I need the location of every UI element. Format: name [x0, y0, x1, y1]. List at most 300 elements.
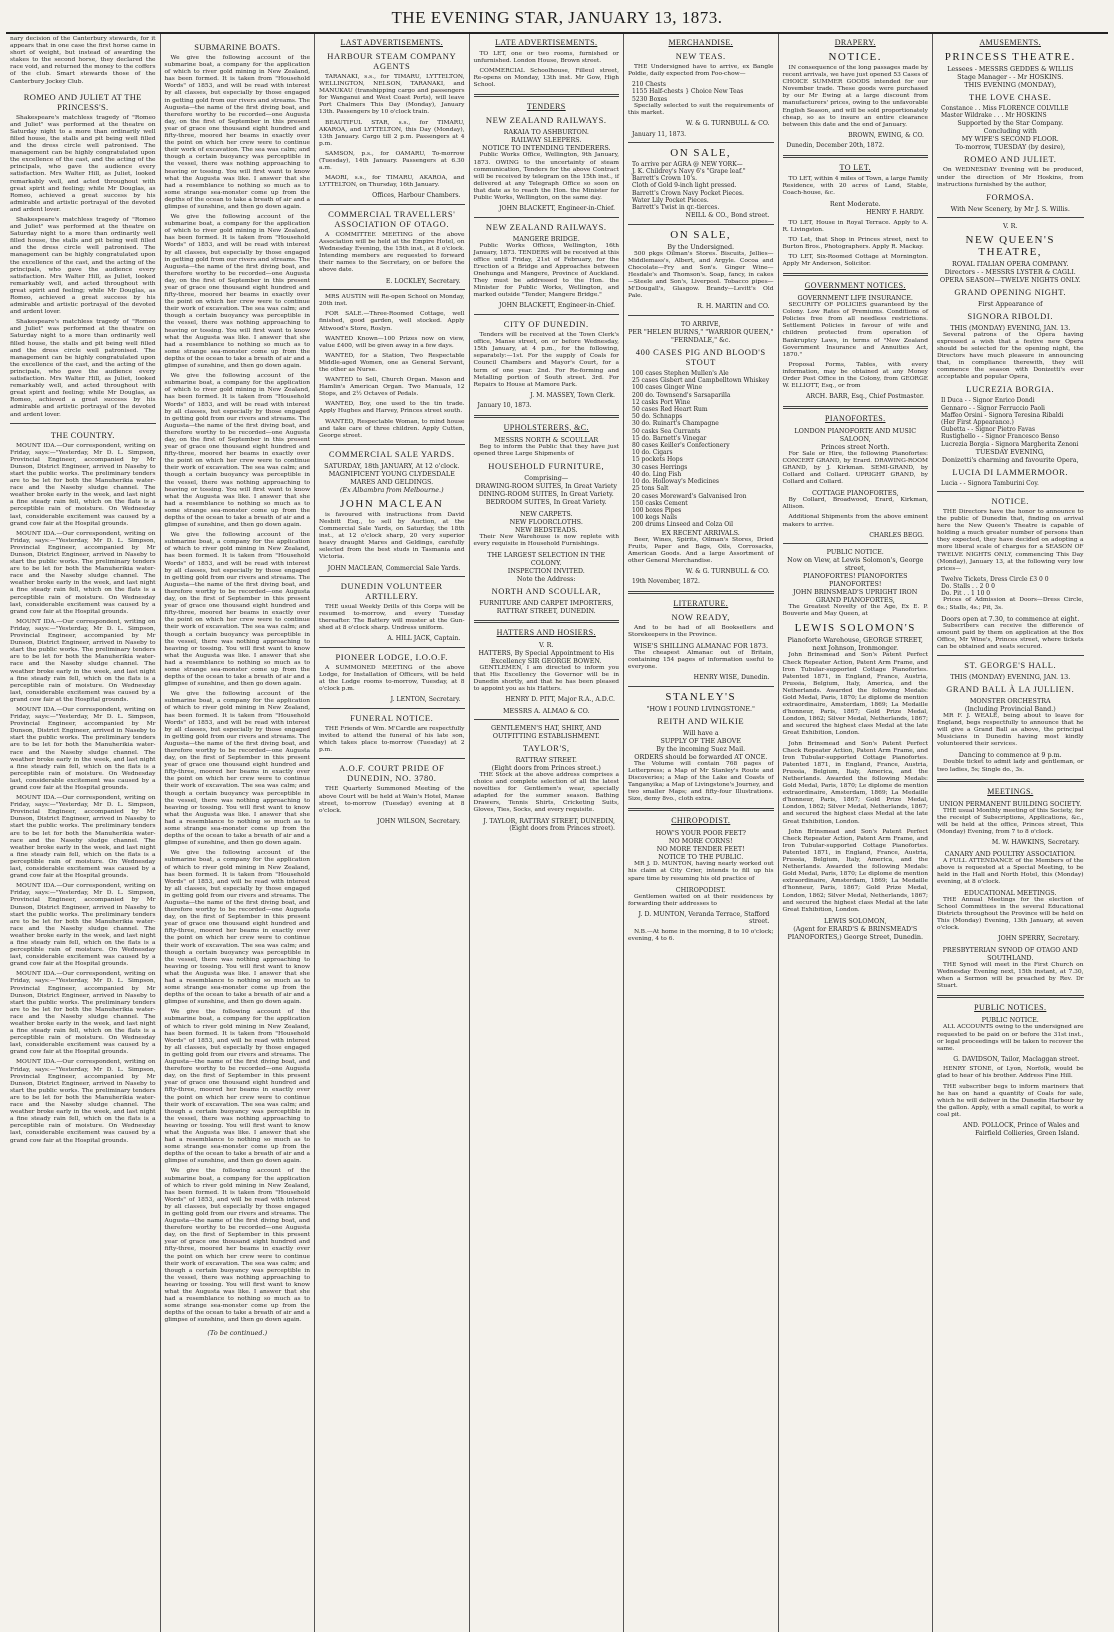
arrive-item: 100 kegs Nails	[632, 514, 678, 522]
monster-orchestra: MONSTER ORCHESTRA	[969, 696, 1051, 705]
on-sale-item: Barrett's Crown Navy Pocket Pieces.	[632, 189, 744, 197]
column-3	[315, 34, 470, 1632]
masthead-title: THE EVENING STAR, JANUARY 13, 1873.	[6, 6, 1108, 34]
opera-text: Several patrons of the Opera having expressed a wish that a festive new Opera should be selected for the opening night, the Directors have much pleasure in announcing that, in compliance therewith, they will commence the season with Donizetti's ever acceptable and popular Opera,	[937, 331, 1084, 381]
divider	[474, 217, 620, 218]
city-date: January 10, 1873.	[477, 402, 532, 410]
reith-text: SUPPLY OF THE ABOVE	[660, 736, 742, 745]
romeo-review-text: Shakespeare's matchless tragedy of "Romeo and Juliet" was performed at the theatre on Saturday night to a more than ordinarily well filled house, the stalls and pit being well filled and the dress circle well patronised. The management can be highly congratulated upon the excellence of the cast, and the acting of the principals, who gave the audience every satisfaction. Mrs Walter Hill, as Juliet, looked remarkably well, and acted throughout with great spirit and feeling; while Mr Douglas, as Romeo, achieved a great success by his admirable and artistic portrayal of the devoted and ardent lover.	[10, 114, 156, 213]
shipping-ad-beautiful-star: BEAUTIFUL STAR, s.s., for TIMARU, AKAROA, and LYTTELTON, this Day (Monday), 13th January. Cargo till 2 p.m. Passengers at 4 p.m.	[319, 119, 465, 147]
gov-title: GOVERNMENT LIFE INSURANCE.	[797, 294, 913, 303]
scenery: With New Scenery, by Mr J. S. Willis.	[950, 204, 1070, 213]
submarine-heading: SUBMARINE BOATS.	[194, 42, 281, 52]
stage-manager: Stage Manager - - Mr HOSKINS.	[957, 73, 1064, 81]
arrive-item: 10 do. Cigars	[632, 449, 673, 457]
ad-schoolhouse: COMMERCIAL Schoolhouse, Filleul street, Re-opens on Monday, 13th inst. Mr Gow, High School.	[473, 68, 619, 89]
column-4	[470, 34, 625, 1632]
court-text: THE Quarterly Summoned Meeting of the above Court will be held at Wain's Hotel, Manse street, to-morrow (Tuesday) evening at 8 o'clock.	[319, 786, 465, 814]
on-sale-2-text: 500 pkgs Oilman's Stores. Biscuits, Jellies—Middlemass's, Albert, and Argyle. Cocoa and Chocolate—Fry and Son's. Ginger Wine—Hesdale's and Thomson's. Soap, fancy, in cakes—Steele and Son's, Liverpool. Tobacco pipes—M'Dougall's, Glasgow. Brandy—Levitt's Old Pale.	[628, 250, 774, 300]
almanac-title: WISE'S SHILLING ALMANAC FOR 1873.	[633, 641, 768, 650]
romeo-juliet: ROMEO AND JULIET.	[964, 154, 1057, 165]
harbour-offices: Offices, Harbour Chambers.	[372, 192, 461, 200]
divider	[474, 94, 620, 97]
piano-signature: CHARLES BEGG.	[869, 531, 924, 539]
lucrezia-borgia: LUCREZIA BORGIA.	[966, 384, 1055, 395]
pianofortes-heading: PIANOFORTES.	[824, 413, 886, 423]
column-5	[624, 34, 779, 1632]
educational-signature: JOHN SPERRY, Secretary.	[998, 935, 1080, 943]
column-6	[779, 34, 934, 1632]
harbour-steam-heading: HARBOUR STEAM COMPANY AGENTS	[327, 51, 457, 71]
new-teas-heading: NEW TEAS.	[675, 51, 726, 61]
arrive-item: 25 cases Gisbert and Campbelltown Whiskey	[632, 377, 770, 385]
small-ad-station: WANTED, for a Station, Two Respectable Middle-aged Women, one as General Servant, the other as Nurse.	[319, 352, 465, 373]
stone-notice: HENRY STONE, of Lyon, Norfolk, would be glad to hear of his brother. Address Fine Hill.	[937, 1066, 1084, 1080]
borgia-cast: Rustighello - - Signor Francesco Benso	[941, 433, 1060, 441]
railways-sub-1: RAKAIA TO ASHBURTON.	[503, 128, 589, 137]
funeral-text: THE Friends of Wm. M'Cardle are respectfully invited to attend the funeral of his late son, which takes place to-morrow (Tuesday) at 2 p.m.	[319, 726, 465, 754]
romeo-review-text-cont2: Shakespeare's matchless tragedy of "Romeo and Juliet" was performed at the theatre on Saturday night to a more than ordinarily well filled house, the stalls and pit being well filled and the dress circle well patronised. The management can be highly congratulated upon the excellence of the cast, and the acting of the principals, who gave the audience every satisfaction. Mrs Walter Hill, as Juliet, looked remarkably well, and acted throughout with great spirit and feeling; while Mr Douglas, as Romeo, achieved a great success by his admirable and artistic portrayal of the devoted and ardent lover.	[10, 319, 156, 418]
maclean-text: is favoured with instructions from David Nesbitt Esq., to sell by Auction, at the Commercial Sale Yards, on Saturday, the 18th inst., at 12 o'clock sharp, 20 very superior heavy draught Mares and Geldings, carefully selected from the best studs in Tasmania and Victoria.	[319, 511, 465, 561]
household-furniture: HOUSEHOLD FURNITURE,	[488, 460, 605, 471]
court-heading: A.O.F. COURT PRIDE OF DUNEDIN, NO. 3780.	[339, 763, 445, 784]
notice-heading: NOTICE.	[991, 495, 1029, 506]
col3-heading: LAST ADVERTISEMENTS.	[340, 38, 443, 47]
shipping-ad-taranaki: TARANAKI, s.s., for TIMARU, LYTTELTON, WELLINGTON, NELSON, TARANAKI, and MANUKAU (transhipping cargo and passengers for Wanganui and West Coast Ports), will leave Port Chalmers This Day (Monday), January 13th. Passengers by 10 o'clock train.	[319, 74, 465, 116]
teas-item: 210 Chests	[632, 81, 666, 89]
farce: MY WIFE'S SECOND FLOOR.	[961, 135, 1059, 144]
address-line-3: RATTRAY STREET, DUNEDIN.	[496, 606, 596, 615]
union-building: UNION PERMANENT BUILDING SOCIETY.	[939, 799, 1082, 808]
railways-sig-1: JOHN BLACKETT, Engineer-in-Chief.	[499, 205, 615, 213]
borgia-cast: Maffeo Orsini - Signora Teresina Ribaldi	[941, 411, 1064, 419]
arrive-item: 30 cases Herrings	[632, 463, 688, 471]
country-text-cont3: MOUNT IDA.—Our correspondent, writing on Friday, says:—"Yesterday, Mr D. L. Simpson, Provincial Engineer, accompanied by Mr Dunson, District Engineer, arrived in Naseby to start the public works. The preliminary tenders are to be let for both the Manuherikia water-race and the Naseby sludge channel. The weather broke early in the week, and last night a fine steady rain fell, which on the flats is a perceptible rain of moisture. On Wednesday last, considerable excitement was caused by a grand cow fair at the Hospital grounds.	[10, 706, 156, 791]
piano-cottage-text: By Collard, Broadwood, Erard, Kirkman, Allison.	[782, 497, 928, 511]
intro-paragraph: nary decision of the Canterbury stewards, for it appears that in one case the first horse came in short of weight, but instead of awarding the stakes to the second horse, they declared the race void, and returned the money to the coffers of the club. Smart stewards those of the Canterbury Jockey Club.	[10, 36, 156, 85]
chiro-big: CHIROPODIST.	[675, 885, 726, 894]
drapery-notice-heading: NOTICE.	[828, 51, 883, 63]
divider	[937, 655, 1084, 656]
on-sale-2-heading: ON SALE,	[670, 228, 732, 241]
canary-heading: CANARY AND POULTRY ASSOCIATION.	[944, 849, 1076, 858]
new-item: NEW BEDSTEADS.	[514, 525, 578, 534]
railways-sub-2: MANGERE BRIDGE.	[512, 234, 580, 243]
arrive-item: 15 pockets Hops	[632, 456, 683, 464]
cast-line: Master Wildrake . . . Mr HOSKINS	[941, 112, 1047, 120]
brinsmead-long-text-cont: John Brinsmead and Son's Patent Perfect Check Repeater Action, Patent Arm Frame, and Iron Tubular-supported Cottage Pianofortes. Patented 1871, in England, France, Austria, Prussia, Belgium, Italy, America, and the Netherlands. Awarded the following Medals: Gold Medal, Paris, 1870; Le diplome de mention extraordinaire, Amsterdam, 1869; La Medaille d'honneur, Paris, 1867; Gold Prize Medal, London, 1862; Silver Medal, Netherlands, 1867; and secured the highest class Medal at the late Great Exhibition, London.	[782, 740, 928, 825]
brinsmead-text: The Greatest Novelty of the Age, Ex E. P. Bouverie and May Queen, at	[782, 604, 928, 618]
arrive-item: 50 do. Schnapps	[632, 413, 683, 421]
railways-title-1: NEW ZEALAND RAILWAYS.	[485, 115, 607, 126]
romeo-review-text-cont: Shakespeare's matchless tragedy of "Romeo and Juliet" was performed at the theatre on Saturday night to a more than ordinarily well filled house, the stalls and pit being well filled and the dress circle well patronised. The management can be highly congratulated upon the excellence of the cast, and the acting of the principals, who gave the audience every satisfaction. Mrs Walter Hill, as Juliet, looked remarkably well, and acted throughout with great spirit and feeling; while Mr Douglas, as Romeo, achieved a great success by his admirable and artistic portrayal of the devoted and ardent lover.	[10, 216, 156, 316]
teas-note: Specially selected to suit the requirements of this market.	[628, 102, 774, 116]
almanac-text: The cheapest Almanac out of Britain, containing 154 pages of information useful to everyone.	[628, 649, 774, 671]
arrive-item: 50 casks Sea Currants	[632, 427, 701, 435]
grand-opening: GRAND OPENING NIGHT.	[954, 286, 1067, 297]
taylor-name: TAYLOR'S,	[522, 742, 570, 753]
taylor-text: THE Stock at the above address comprises a choice and complete selection of all the latest novelties for Gentlemen's wear, specially adapted for the summer season. Bathing Drawers, Tennis Shirts, Cricketing Suits, Gloves, Ties, Socks, and every requisite.	[473, 771, 619, 814]
drapery-date: Dunedin, December 20th, 1872.	[786, 142, 885, 150]
monster-sub: (Including Provincial Band.)	[964, 704, 1056, 713]
to-let-signature: HENRY F. HARDY.	[866, 208, 924, 216]
tickets-text: Double ticket to admit lady and gentleman, or two ladies, 5s; Single do., 3s.	[937, 759, 1084, 773]
lodge-heading: PIONEER LODGE, I.O.O.F.	[335, 652, 449, 663]
court-signature: JOHN WILSON, Secretary.	[377, 817, 461, 825]
railways-sig-2: JOHN BLACKETT, Engineer-in-Chief.	[499, 302, 615, 310]
maclean-name: JOHN MACLEAN	[340, 497, 444, 510]
country-text-cont4: MOUNT IDA.—Our correspondent, writing on Friday, says:—"Yesterday, Mr D. L. Simpson, Provincial Engineer, accompanied by Mr Dunson, District Engineer, arrived in Naseby to start the public works. The preliminary tenders are to be let for both the Manuherikia water-race and the Naseby sludge channel. The weather broke early in the week, and last night a fine steady rain fell, which on the flats is a perceptible rain of moisture. On Wednesday last, considerable excitement was caused by a grand cow fair at the Hospital grounds.	[10, 795, 156, 880]
small-ad-boy: WANTED, Boy, one used to the tin trade. Apply Hughes and Harvey, Princes street south.	[319, 401, 465, 415]
first-appearance: First Appearance of	[978, 299, 1043, 308]
submarine-text-cont2: We give the following account of the submarine boat, a company for the application of which to river gold mining in New Zealand, has been formed. It is taken from "Household Words" of 1853, and will be read with interest by all classes, but especially by those engaged in getting gold from our rivers and streams. The Augusta—the name of the first diving boat, and therefore worthy to be recorded—one Augusta day, on the first of September in this present year of grace one thousand eight hundred and fifty-three, moored her beams in exactly over the point on which her crew were to continue their work of excavation. The sea was calm; and though a certain buoyancy was perceptible in the vessel, there was nothing approaching to heaving or tossing. You will first want to know what the Augusta was like. I answer that she had a resemblance to nothing so much as to some strange sea-monster come up from the depths of the ocean to take a breath of air and a glimpse of sunshine, and then go down again.	[164, 373, 310, 529]
artillery-text: THE usual Weekly Drills of this Corps will be resumed to-morrow, and every Tuesday thereafter. The Battery will muster at the Gun-shed at 8 o'clock sharp. Undress uniform.	[319, 604, 465, 632]
divider	[319, 289, 465, 290]
divider	[10, 423, 156, 424]
largest-selection: THE LARGEST SELECTION IN THE COLONY.	[487, 550, 606, 567]
piano-text: For Sale or Hire, the following Pianofortes: CONCERT GRAND, by Erard. DRAWING-ROOM GRAND, by J. Kirkman. SEMI-GRAND, by Collard and Collard. UPRIGHT GRAND, by Collard and Collard.	[782, 450, 928, 486]
borgia-cast: Il Duca - - Signor Enrico Dondi	[941, 397, 1035, 405]
gov-text-2: Proposal Forms, Tables, with every information, may be obtained at any Money Order Post Office in the Colony, from GEORGE W. ELLIOTT, Esq., or from	[782, 361, 928, 390]
chiro-corns: NO MORE CORNS!	[668, 837, 733, 846]
divider	[319, 576, 465, 577]
amusements-heading: AMUSEMENTS.	[979, 38, 1042, 47]
arrive-item: 10 do. Holloway's Medicines	[632, 478, 719, 486]
arrive-item: 40 do. Ling Fish	[632, 470, 682, 478]
divider	[783, 273, 929, 276]
country-text-cont5: MOUNT IDA.—Our correspondent, writing on Friday, says:—"Yesterday, Mr D. L. Simpson, Provincial Engineer, accompanied by Mr Dunson, District Engineer, arrived in Naseby to start the public works. The preliminary tenders are to be let for both the Manuherikia water-race and the Naseby sludge channel. The weather broke early in the week, and last night a fine steady rain fell, which on the flats is a perceptible rain of moisture. On Wednesday last, considerable excitement was caused by a grand cow fair at the Hospital grounds.	[10, 883, 156, 968]
railways-text-2: Public Works Offices, Wellington, 16th January, 1873. TENDERS will be received at this office until Friday, 21st of February, for the Erection of a Bridge and Approaches between Onehunga and Mangere, Province of Auckland. They must be addressed to the Hon. the Minister for Public Works, Wellington, and marked outside "Tender, Mangere Bridge."	[473, 242, 620, 299]
small-ad-sale: FOR SALE.—Three-Roomed Cottage, well finished, good garden, well stocked. Apply Attwood's Store, Roslyn.	[319, 311, 465, 332]
to-arrive-big: 400 CASES PIG AND BLOOD'S STOUT	[635, 347, 766, 368]
arrive-item: 100 boxes Pipes	[632, 506, 682, 514]
meetings-heading: MEETINGS.	[987, 786, 1034, 796]
country-heading: THE COUNTRY.	[50, 429, 115, 440]
royal-cypher: V. R.	[1003, 221, 1018, 230]
travellers-heading: COMMERCIAL TRAVELLERS' ASSOCIATION OF OTAGO.	[328, 209, 456, 229]
north-scoullar-text: Beg to inform the Public that they have just opened three Large Shipments of	[473, 443, 619, 457]
recent-arrivals: EX RECENT ARRIVALS.	[661, 528, 740, 537]
almanac-signature: HENRY WISE, Dunedin.	[693, 674, 770, 682]
divider	[937, 779, 1084, 782]
cast-line: Constance . . Miss FLORENCE COLVILLE	[941, 105, 1069, 112]
railways-title-2: NEW ZEALAND RAILWAYS.	[485, 221, 607, 232]
submarine-text-cont4: We give the following account of the submarine boat, a company for the application of which to river gold mining in New Zealand, has been formed. It is taken from "Household Words" of 1853, and will be read with interest by all classes, but especially by those engaged in getting gold from our rivers and streams. The Augusta—the name of the first diving boat, and therefore worthy to be recorded—one Augusta day, on the first of September in this present year of grace one thousand eight hundred and fifty-three, moored her beams in exactly over the point on which her crew were to continue their work of excavation. The sea was calm; and though a certain buoyancy was perceptible in the vessel, there was nothing approaching to heaving or tossing. You will first want to know what the Augusta was like. I answer that she had a resemblance to nothing so much as to some strange sea-monster come up from the depths of the ocean to take a breath of air and a glimpse of sunshine, and then go down again.	[164, 691, 310, 847]
piano-cottage: COTTAGE PIANOFORTES,	[811, 489, 899, 498]
this-evening: THIS EVENING (MONDAY),	[964, 81, 1057, 89]
on-sale-heading: ON SALE,	[670, 146, 732, 159]
artillery-heading: DUNEDIN VOLUNTEER ARTILLERY.	[340, 581, 443, 602]
arrive-item: 150 casks Cement	[632, 499, 688, 507]
to-let-text: TO LET, within 4 miles of Town, a large Family Residence, with 20 acres of Land, Stable, Coach-house, &c.	[782, 175, 928, 196]
arrive-item: 20 cases Moreward's Galvanised Iron	[632, 492, 747, 500]
solomon-address: Pianoforte Warehouse, GEORGE STREET, next Johnson, Ironmonger.	[787, 636, 923, 653]
country-text-cont6: MOUNT IDA.—Our correspondent, writing on Friday, says:—"Yesterday, Mr D. L. Simpson, Provincial Engineer, accompanied by Mr Dunson, District Engineer, arrived in Naseby to start the public works. The preliminary tenders are to be let for both the Manuherikia water-race and the Naseby sludge channel. The weather broke early in the week, and last night a fine steady rain fell, which on the flats is a perceptible rain of moisture. On Wednesday last, considerable excitement was caused by a grand cow fair at the Hospital grounds.	[10, 971, 156, 1056]
divider	[628, 224, 774, 225]
sale-yards-title: MAGNIFICENT YOUNG CLYDESDALE MARES AND GELDINGS.	[328, 469, 455, 486]
princess-theatre: PRINCESS THEATRE.	[944, 51, 1076, 63]
submarine-text-cont7: We give the following account of the submarine boat, a company for the application of which to river gold mining in New Zealand, has been formed. It is taken from "Household Words" of 1853, and will be read with interest by all classes, but especially by those engaged in getting gold from our rivers and streams. The Augusta—the name of the first diving boat, and therefore worthy to be recorded—one Augusta day, on the first of September in this present year of grace one thousand eight hundred and fifty-three, moored her beams in exactly over the point on which her crew were to continue their work of excavation. The sea was calm; and though a certain buoyancy was perceptible in the vessel, there was nothing approaching to heaving or tossing. You will first want to know what the Augusta was like. I answer that she had a resemblance to nothing so much as to some strange sea-monster come up from the depths of the ocean to take a breath of air and a glimpse of sunshine, and then go down again.	[164, 1168, 310, 1324]
city-heading: CITY OF DUNEDIN.	[503, 319, 589, 330]
artillery-signature: A. HILL JACK, Captain.	[387, 635, 461, 643]
on-sale-item: Barrett's Twist in qr.-tierces.	[632, 204, 720, 211]
columns-container	[6, 34, 1108, 1632]
country-text-cont7: MOUNT IDA.—Our correspondent, writing on Friday, says:—"Yesterday, Mr D. L. Simpson, Provincial Engineer, accompanied by Mr Dunson, District Engineer, arrived in Naseby to start the public works. The preliminary tenders are to be let for both the Manuherikia water-race and the Naseby sludge channel. The weather broke early in the week, and last night a fine steady rain fell, which on the flats is a perceptible rain of moisture. On Wednesday last, considerable excitement was caused by a grand cow fair at the Hospital grounds.	[10, 1059, 156, 1144]
arrive-date: 19th November, 1872.	[632, 578, 700, 586]
taylor-heading: GENTLEMEN'S HAT, SHIRT, AND OUTFITTING ESTABLISHMENT.	[490, 723, 602, 740]
chiro-notice: NOTICE TO THE PUBLIC.	[658, 853, 744, 862]
on-sale-arrive: To arrive per AGRA @ NEW YORK—	[632, 160, 743, 168]
new-item: NEW CARPETS.	[519, 509, 573, 518]
government-heading: GOVERNMENT NOTICES.	[804, 281, 906, 291]
public-notices-heading: PUBLIC NOTICES.	[974, 1003, 1047, 1013]
drapery-signature: BROWN, EWING, & CO.	[848, 131, 924, 139]
lessees: Lessees - MESSRS GEDDES & WILLIS	[947, 65, 1074, 73]
hatters-title: HATTERS, By Special Appointment to His Excellency SIR GEORGE BOWEN.	[478, 648, 615, 665]
canary-text: A FULL ATTENDANCE of the Members of the above is requested at a Special Meeting, to be held in the Hall and North Hotel, this (Monday) evening, at 8 o'clock.	[937, 857, 1084, 885]
dancing: Dancing to commence at 9 p.m.	[958, 751, 1062, 760]
public-notice: PUBLIC NOTICE.	[981, 1016, 1039, 1025]
lewis-solomon: LEWIS SOLOMON'S	[794, 622, 916, 635]
divider	[319, 647, 465, 648]
stanley-heading: STANLEY'S	[665, 690, 737, 703]
subscribers-text: Subscribers can receive the difference of amount paid by them on application at the Box Office, Mr Wine's, Princes street, where tickets can be obtained and seats secured.	[937, 622, 1084, 650]
new-teas-text: THE Undersigned have to arrive, ex Bangle Poldie, daily expected from Foo-chow—	[628, 64, 774, 78]
lucia-cast: Lucia - - Signora Tamburini Coy.	[941, 479, 1039, 487]
divider	[937, 995, 1084, 998]
furniture-item: DRAWING-ROOM SUITES, In Great Variety	[475, 481, 618, 490]
subscriber-notice: THE subscriber begs to inform mariners that he has on hand a quantity of Coals for sale, which he will deliver in the Dunedin Harbour by the gallon. Apply, with a small capital, to work a coal pit.	[937, 1083, 1084, 1118]
on-sale-item: J. K. Childrey's Navy 6's "Grape leaf."	[632, 167, 746, 175]
taylor-signature: J. TAYLOR, RATTRAY STREET, DUNEDIN, (Eight doors from Princes street).	[483, 817, 615, 833]
union-signature: M. W. HAWKINS, Secretary.	[991, 839, 1080, 847]
address-note: Note the Address:	[516, 574, 576, 583]
reith-wilkie: REITH AND WILKIE	[657, 715, 745, 726]
to-arrive-ships: PER "HELEN BURNS," "WARRIOR QUEEN," "FERNDALE," &c.	[628, 328, 774, 345]
price-line: Do. Pit . . 1 10 0	[941, 590, 991, 598]
brinsmead-long-text: John Brinsmead and Son's Patent Perfect Check Repeater Action, Patent Arm Frame, and Iron Tubular-supported Cottage Pianofortes. Patented 1871, in England, France, Austria, Prussia, Belgium, Italy, America, and the Netherlands. Awarded the following Medals: Gold Medal, Paris, 1870; Le diplome de mention extraordinaire, Amsterdam, 1869; La Medaille d'honneur, Paris, 1867; Gold Prize Medal, London, 1862; Silver Medal, Netherlands, 1867; and secured the highest class Medal at the late Great Exhibition, London.	[782, 652, 928, 737]
union-text: THE usual Monthly meeting of this Society, for the receipt of Subscriptions, Applications, &c., will be held at the office, Princes street, This (Monday) Evening, from 7 to 8 o'clock.	[937, 807, 1084, 835]
teas-signature: W. & G. TURNBULL & CO.	[685, 119, 770, 127]
public-notice-big: PIANOFORTES! PIANOFORTES PIANOFORTES!	[803, 572, 908, 589]
merchandise-heading: MERCHANDISE.	[668, 38, 734, 47]
railways-text-1: Public Works Office, Wellington, 9th January, 1873. OWING to the uncertainty of steam communication, Tenders for the above Contract will be received by telegram on the 15th inst., if delivered at any Telegraph Office so soon on that date as to reach the Hon. the Minister for Public Works, Wellington, on the same day.	[473, 152, 619, 202]
price-line: Do. Stalls . . 2 0 0	[941, 583, 995, 591]
recent-arrivals-text: Beer, Wines, Spirits, Oilman's Stores, Dried Fruits, Paper and Bags, Oils, Corrosacks, American Goods. And a large Assortment of other General Merchandise.	[628, 536, 774, 564]
divider	[783, 155, 929, 158]
borgia-cast: Gubetta - - Signor Pietro Favas	[941, 426, 1036, 434]
piano-more: Additional Shipments from the above eminent makers to arrive.	[782, 514, 928, 528]
tenders-heading: TENDERS	[526, 102, 566, 112]
chiro-question: HOW'S YOUR POOR FEET?	[655, 829, 746, 838]
taylor-address: RATTRAY STREET.	[515, 755, 577, 764]
divider	[474, 620, 620, 623]
teas-date: January 11, 1873.	[632, 130, 687, 138]
hatters-royal-cypher: V. R.	[539, 640, 554, 649]
supported: Supported by the Star Company.	[957, 119, 1064, 128]
opera-season: OPERA SEASON—TWELVE NIGHTS ONLY.	[939, 275, 1081, 284]
warehouse-text: Their New Warehouse is now replete with every requisite in Household Furnishings.	[473, 533, 619, 547]
country-text-cont2: MOUNT IDA.—Our correspondent, writing on Friday, says:—"Yesterday, Mr D. L. Simpson, Provincial Engineer, accompanied by Mr Dunson, District Engineer, arrived in Naseby to start the public works. The preliminary tenders are to be let for both the Manuherikia water-race and the Naseby sludge channel. The weather broke early in the week, and last night a fine steady rain fell, which on the flats is a perceptible rain of moisture. On Wednesday last, considerable excitement was caused by a grand cow fair at the Hospital grounds.	[10, 618, 156, 703]
address-line-1: NORTH AND SCOULLAR,	[491, 585, 601, 596]
divider	[628, 315, 774, 316]
teas-item: 5230 Boxes	[632, 95, 668, 103]
presbyterian-heading: PRESBYTERIAN SYNOD OF OTAGO AND SOUTHLAND.	[942, 946, 1078, 963]
royal-italian-opera: ROYAL ITALIAN OPERA COMPANY.	[952, 259, 1069, 268]
city-signature: J. M. MASSEY, Town Clerk.	[530, 391, 615, 399]
to-let-rent: Rent Moderate.	[829, 199, 881, 208]
furniture-item: DINING-ROOM SUITES, In Great Variety.	[478, 489, 614, 498]
romeo-review-heading: ROMEO AND JULIET AT THE PRINCESS'S.	[23, 91, 142, 112]
divider	[937, 491, 1084, 492]
directors: Directors - - MESSRS LYSTER & CAGLI.	[944, 267, 1076, 276]
now-ready: NOW READY,	[671, 611, 731, 622]
submarine-text-cont5: We give the following account of the submarine boat, a company for the application of which to river gold mining in New Zealand, has been formed. It is taken from "Household Words" of 1853, and will be read with interest by all classes, but especially by those engaged in getting gold from our rivers and streams. The Augusta—the name of the first diving boat, and therefore worthy to be recorded—one Augusta day, on the first of September in this present year of grace one thousand eight hundred and fifty-three, moored her beams in exactly over the point on which her crew were to continue their work of excavation. The sea was calm; and though a certain buoyancy was perceptible in the vessel, there was nothing approaching to heaving or tossing. You will first want to know what the Augusta was like. I answer that she had a resemblance to nothing so much as to some strange sea-monster come up from the depths of the ocean to take a breath of air and a glimpse of sunshine, and then go down again.	[164, 850, 310, 1006]
divider	[319, 708, 465, 709]
to-let-item: TO LET, Six-Roomed Cottage at Mornington. Apply Mr Anderson, Solicitor.	[782, 253, 928, 267]
this-monday: THIS (MONDAY) EVENING, JAN. 13.	[950, 323, 1071, 332]
upholsterers-heading: UPHOLSTERERS, &C.	[503, 422, 589, 432]
hatters-signature-2: MESSRS A. ALMAO & CO.	[502, 706, 590, 715]
divider	[783, 543, 929, 544]
weale-text: MR F. J. WEALE, being about to leave for England, begs respectfully to announce that he will give a Grand Ball as above, the principal Musicians in Dunedin having most kindly volunteered their services.	[937, 712, 1084, 748]
taylor-address-2: (Eight doors from Princes street.)	[491, 763, 601, 772]
gov-signature: ARCH. BARR, Esq., Chief Postmaster.	[805, 393, 924, 401]
literature-heading: LITERATURE.	[673, 598, 729, 608]
piano-address: Princes street North.	[821, 442, 890, 451]
public-notice-heading: PUBLIC NOTICE.	[826, 548, 884, 557]
column-7	[933, 34, 1088, 1632]
ad-to-let: TO LET, one or two rooms, furnished or unfurnished. London House, Brown street.	[473, 51, 619, 65]
arrive-item: 80 cases Keiller's Confectionery	[632, 442, 730, 450]
divider	[319, 758, 465, 759]
sale-yards-sub: (Ex Albambra from Melbourne.)	[339, 485, 444, 494]
arrive-item: 12 casks Port Wine	[632, 398, 691, 406]
chiro-text: MR J. D. MUNTON, having nearly worked out his claim at City Crier, intends to fill up his spare time by resuming his old practice of	[628, 861, 774, 882]
divider	[783, 406, 929, 409]
public-notice-signature: G. DAVIDSON, Tailor, Maclaggan street.	[953, 1055, 1080, 1063]
divider	[474, 314, 620, 315]
arrive-item: 100 cases Stephen Mullen's Ale	[632, 370, 729, 378]
pollock-signature: AND. POLLOCK, Prince of Wales and Fairfield Collieries, Green Island.	[963, 1122, 1080, 1137]
chiro-signature: J. D. MUNTON, Veranda Terrace, Stafford street.	[638, 910, 770, 926]
reith-text: By the incoming Suez Mail.	[656, 744, 746, 753]
divider	[937, 217, 1084, 218]
arrive-item: 100 cases Ginger Wine	[632, 384, 703, 392]
hatters-text: GENTLEMEN, I am directed to inform you that His Excellency the Governor will be in Dunedin shortly, and that he has been pleased to appoint you as his Hatters.	[473, 664, 619, 693]
arrive-item: 30 do. Ruinart's Champagne	[632, 420, 719, 428]
grand-ball: GRAND BALL À LA JULLIEN.	[946, 683, 1075, 694]
city-text: Tenders will be received at the Town Clerk's office, Manse street, on or before Wednesday, 15th January, at 4 p.m., for the following, separately:—1st. For the supply of Coals for Council Chambers and Mayor's Court, for a term of one year. 2nd. For Re-forming and Metalling portion of South street. 3rd. For Repairs to House at Mamore Park.	[473, 332, 619, 388]
arrive-signature: W. & G. TURNBULL & CO.	[685, 567, 770, 575]
borgia-cast: (Her First Appearance.)	[941, 418, 1014, 426]
country-text: MOUNT IDA.—Our correspondent, writing on Friday, says:—"Yesterday, Mr D. L. Simpson, Provincial Engineer, accompanied by Mr Dunson, District Engineer, arrived in Naseby to start the public works. The preliminary tenders are to be let for both the Manuherikia water-race and the Naseby sludge channel. The weather broke early in the week, and last night a fine steady rain fell, which on the flats is a perceptible rain of moisture. On Wednesday last, considerable excitement was caused by a grand cow fair at the Hospital grounds.	[10, 442, 156, 527]
submarine-text-cont3: We give the following account of the submarine boat, a company for the application of which to river gold mining in New Zealand, has been formed. It is taken from "Household Words" of 1853, and will be read with interest by all classes, but especially by those engaged in getting gold from our rivers and streams. The Augusta—the name of the first diving boat, and therefore worthy to be recorded—one Augusta day, on the first of September in this present year of grace one thousand eight hundred and fifty-three, moored her beams in exactly over the point on which her crew were to continue their work of excavation. The sea was calm; and though a certain buoyancy was perceptible in the vessel, there was nothing approaching to heaving or tossing. You will first want to know what the Augusta was like. I answer that she had a resemblance to nothing so much as to some strange sea-monster come up from the depths of the ocean to take a breath of air and a glimpse of sunshine, and then go down again.	[164, 532, 310, 688]
on-sale-2-signature: R. H. MARTIN and CO.	[697, 303, 770, 311]
sale-yards-heading: COMMERCIAL SALE YARDS.	[328, 448, 455, 459]
piano-title: LONDON PIANOFORTE AND MUSIC SALOON,	[794, 426, 917, 443]
column-1	[6, 34, 161, 1632]
railways-notice-1: NOTICE TO INTENDING TENDERERS.	[481, 144, 611, 153]
divider	[319, 444, 465, 445]
arrive-item: 200 do. Townsend's Sarsaparilla	[632, 391, 731, 399]
divider	[474, 415, 620, 418]
lodge-text: A SUMMONED MEETING of the above Lodge, for Installation of Officers, will be held at the Lodge rooms to-morrow, Tuesday, at 8 o'clock p.m.	[319, 665, 465, 693]
sale-yards-date: SATURDAY, 18th JANUARY, At 12 o'clock.	[324, 461, 460, 470]
doors: Doors open at 7.30, to commence at eight.	[941, 614, 1080, 623]
chiropodist-heading: CHIROPODIST.	[671, 816, 731, 826]
chiro-tender: NO MORE TENDER FEET!	[656, 845, 745, 854]
arrive-item: 25 tons Salt	[632, 485, 669, 493]
country-text-cont: MOUNT IDA.—Our correspondent, writing on Friday, says:—"Yesterday, Mr D. L. Simpson, Provincial Engineer, accompanied by Mr Dunson, District Engineer, arrived in Naseby to start the public works. The preliminary tenders are to be let for both the Manuherikia water-race and the Naseby sludge channel. The weather broke early in the week, and last night a fine steady rain fell, which on the flats is a perceptible rain of moisture. On Wednesday last, considerable excitement was caused by a grand cow fair at the Hospital grounds.	[10, 530, 156, 615]
funeral-heading: FUNERAL NOTICE.	[350, 713, 434, 724]
presbyterian-text: THE Synod will meet in the First Church on Wednesday Evening next, 15th instant, at 7.30, when a Sermon will be preached by Rev. Dr Stuart.	[937, 962, 1084, 990]
on-sale-item: Water Lily Pocket Pieces.	[632, 196, 709, 204]
hatters-heading: HATTERS AND HOSIERS.	[496, 627, 596, 637]
notice-text: THE Directors have the honor to announce to the public of Dunedin that, finding on arrival here the New Queen's Theatre is capable of holding a much greater number of persons than they expected, they have decided on adopting a more liberal scale of charges for a SEASON OF TWELVE NIGHTS ONLY, commencing This Day (Monday), January 13, at the following very low prices—	[937, 508, 1084, 572]
st-georges-hall: ST. GEORGE'S HALL.	[964, 659, 1057, 670]
drapery-notice-text: IN consequence of the long passages made by recent arrivals, we have just opened 53 Cases of CHOICE SUMMER GOODS intended for our November trade. These goods were purchased by our Mr Ewing at a large discount from manufacturers' prices, owing to the unfavorable English Season, and will be sold proportionately cheap, so as to insure an entire clearance between this date and the end of January.	[782, 65, 928, 128]
reith-volume-text: The Volume will contain 768 pages of Letterpress; a Map of Mr Stanley's Route and Discoveries; a Map of the Lake and Coasts of Tanganyika; a Map of Livingstone's Journey, and two smaller Maps; and fifty-four Illustrations. Size, demy 8vo., cloth extra.	[628, 760, 774, 803]
divider	[628, 591, 774, 594]
new-queens-theatre: NEW QUEEN'S THEATRE,	[965, 233, 1055, 258]
continued-note: (To be continued.)	[207, 1328, 268, 1337]
travellers-text: A COMMITTEE MEETING of the above Association will be held at the Empire Hotel, on Wednesday Evening, the 15th inst., at 8 o'clock. Intending members are requested to forward their names to the Secretary, on or before the above date.	[319, 232, 465, 274]
hatters-signature: HENRY D. PITT, Major R.A., A.D.C.	[505, 696, 615, 704]
chiro-text-2: Gentlemen waited on at their residences by forwarding their addresses to	[628, 893, 774, 907]
teas-item: 1155 Half-chests } Choice New Teas	[632, 88, 744, 96]
arrive-item: 200 drums Linseed and Colza Oil	[632, 521, 734, 529]
small-ad-organ: WANTED to Sell, Church Organ. Mason and Hamlin's American Organ. Two Manuals, 12 Stops, and 2½ Octaves of Pedals.	[319, 377, 465, 398]
formosa: FORMOSA.	[986, 191, 1035, 202]
arrive-item: 15 do. Barnett's Vinegar	[632, 434, 707, 442]
prices-text: Prices of Admission at Doors—Dress Circle, 6s.; Stalls, 4s.; Pit, 3s.	[937, 597, 1084, 611]
brinsmead-long-text-cont2: John Brinsmead and Son's Patent Perfect Check Repeater Action, Patent Arm Frame, and Iron Tubular-supported Cottage Pianofortes. Patented 1871, in England, France, Austria, Prussia, Belgium, Italy, America, and the Netherlands. Awarded the following Medals: Gold Medal, Paris, 1870; Le diplome de mention extraordinaire, Amsterdam, 1869; La Medaille d'honneur, Paris, 1867; Gold Prize Medal, London, 1862; Silver Medal, Netherlands, 1867; and secured the highest class Medal at the late Great Exhibition, London.	[782, 828, 928, 913]
stanley-title: "HOW I FOUND LIVINGSTONE."	[646, 704, 755, 713]
furniture-item: Comprising—	[524, 473, 569, 482]
divider	[628, 808, 774, 811]
chiro-nb: N.B.—At home in the morning, 8 to 10 o'clock; evening, 4 to 6.	[628, 928, 774, 943]
riboldi: SIGNORA RIBOLDI.	[967, 310, 1054, 321]
borgia-cast: Gennaro - - Signor Ferruccio Paoli	[941, 404, 1045, 412]
arrive-item: 50 cases Red Heart Rum	[632, 406, 708, 414]
borgia-cast: Lucrezia Borgia - Signora Margherita Zenoni	[941, 440, 1079, 448]
public-notice-text: Now on View, at Lewis Solomon's, George street,	[787, 556, 924, 573]
gov-text: SECURITY OF POLICIES guaranteed by the Colony. Low Rates of Premiums. Conditions of Policies free from all needless restrictions. Settlement Policies in favour of wife and children protected from operation of Bankruptcy Laws, in terms of "New Zealand Government Insurance and Annuities Act, 1870."	[782, 302, 928, 358]
col4-heading: LATE ADVERTISEMENTS.	[495, 38, 598, 47]
shipping-ad-maori: MAORI, s.s., for TIMARU, AKAROA, and LYTTELTON, on Thursday, 16th January.	[319, 175, 465, 189]
tuesday-evening: TUESDAY EVENING,	[975, 447, 1045, 456]
educational-text: THE Annual Meetings for the election of School Committees in the several Educational Districts throughout the Province will be held on This (Monday) Evening, 13th January, at seven o'clock.	[937, 896, 1084, 932]
brinsmead-signature: LEWIS SOLOMON,	[823, 916, 887, 925]
divider	[319, 204, 465, 205]
price-line: Twelve Tickets, Dress Circle £3 0 0	[941, 575, 1049, 583]
small-ad-prizes: WANTED Known—100 Prizes now on view, value £400, will be given away in a few days.	[319, 335, 465, 349]
submarine-text-cont: We give the following account of the submarine boat, a company for the application of which to river gold mining in New Zealand, has been formed. It is taken from "Household Words" of 1853, and will be read with interest by all classes, but especially by those engaged in getting gold from our rivers and streams. The Augusta—the name of the first diving boat, and therefore worthy to be recorded—one Augusta day, on the first of September in this present year of grace one thousand eight hundred and fifty-three, moored her beams in exactly over the point on which her crew were to continue their work of excavation. The sea was calm; and though a certain buoyancy was perceptible in the vessel, there was nothing approaching to heaving or tossing. You will first want to know what the Augusta was like. I answer that she had a resemblance to nothing so much as to some strange sea-monster come up from the depths of the ocean to take a breath of air and a glimpse of sunshine, and then go down again.	[164, 214, 310, 370]
drapery-heading: DRAPERY.	[834, 38, 876, 47]
small-ad-austin: MRS AUSTIN will Re-open School on Monday, 20th inst.	[319, 294, 465, 308]
furniture-item: BEDROOM SUITES, In Great Variety.	[485, 497, 607, 506]
north-scoullar-heading: MESSRS NORTH & SCOULLAR	[494, 435, 599, 444]
love-chase: THE LOVE CHASE.	[969, 92, 1052, 102]
inspection-invited: INSPECTION INVITED.	[507, 566, 585, 575]
now-ready-text: And to be had of all Booksellers and Storekeepers in the Province.	[628, 624, 774, 638]
submarine-text-cont6: We give the following account of the submarine boat, a company for the application of which to river gold mining in New Zealand, has been formed. It is taken from "Household Words" of 1853, and will be read with interest by all classes, but especially by those engaged in getting gold from our rivers and streams. The Augusta—the name of the first diving boat, and therefore worthy to be recorded—one Augusta day, on the first of September in this present year of grace one thousand eight hundred and fifty-three, moored her beams in exactly over the point on which her crew were to continue their work of excavation. The sea was calm; and though a certain buoyancy was perceptible in the vessel, there was nothing approaching to heaving or tossing. You will first want to know what the Augusta was like. I answer that she had a resemblance to nothing so much as to some strange sea-monster come up from the depths of the ocean to take a breath of air and a glimpse of sunshine, and then go down again.	[164, 1009, 310, 1165]
maclean-signature: JOHN MACLEAN, Commercial Sale Yards.	[327, 564, 461, 572]
reith-text: ORDERS should be forwarded AT ONCE.	[634, 752, 768, 761]
to-let-heading: TO LET.	[839, 162, 871, 172]
wednesday-text: On WEDNESDAY Evening will be produced, under the direction of Mr Hoskins, from instructions furnished by the author,	[937, 167, 1084, 188]
